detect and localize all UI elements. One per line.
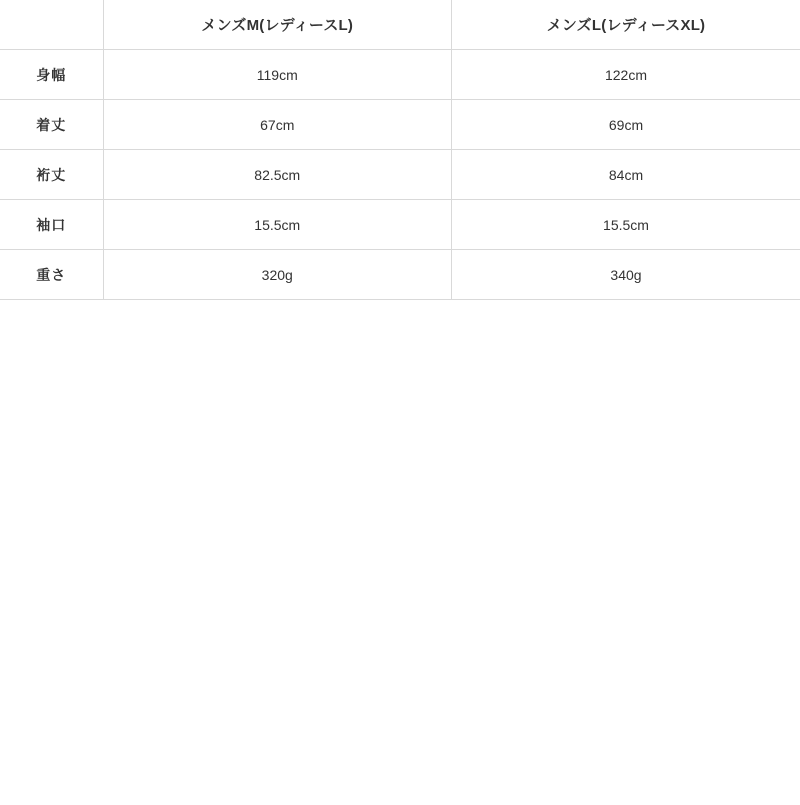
cell-body-width-mens-l: 122cm xyxy=(452,50,800,100)
row-label-weight: 重さ xyxy=(0,250,103,300)
empty-space xyxy=(0,300,800,805)
table-row xyxy=(0,250,800,300)
row-label-sleeve-length: 裄丈 xyxy=(0,150,103,200)
cell-cuff-mens-m: 15.5cm xyxy=(103,200,452,250)
cell-cuff-mens-l: 15.5cm xyxy=(452,200,800,250)
cell-weight-mens-l: 340g xyxy=(452,250,800,300)
table-header-row xyxy=(0,0,800,50)
size-chart-table xyxy=(0,0,800,300)
table-row xyxy=(0,150,800,200)
table-corner-cell xyxy=(0,0,103,50)
cell-length-mens-l: 69cm xyxy=(452,100,800,150)
column-header-mens-l: メンズL(レディースXL) xyxy=(452,0,800,50)
cell-length-mens-m: 67cm xyxy=(103,100,452,150)
cell-weight-mens-m: 320g xyxy=(103,250,452,300)
row-label-body-width: 身幅 xyxy=(0,50,103,100)
table-row xyxy=(0,100,800,150)
cell-sleeve-length-mens-m: 82.5cm xyxy=(103,150,452,200)
row-label-cuff: 袖口 xyxy=(0,200,103,250)
row-label-length: 着丈 xyxy=(0,100,103,150)
column-header-mens-m: メンズM(レディースL) xyxy=(103,0,452,50)
cell-body-width-mens-m: 119cm xyxy=(103,50,452,100)
table-row xyxy=(0,200,800,250)
table-row xyxy=(0,50,800,100)
cell-sleeve-length-mens-l: 84cm xyxy=(452,150,800,200)
